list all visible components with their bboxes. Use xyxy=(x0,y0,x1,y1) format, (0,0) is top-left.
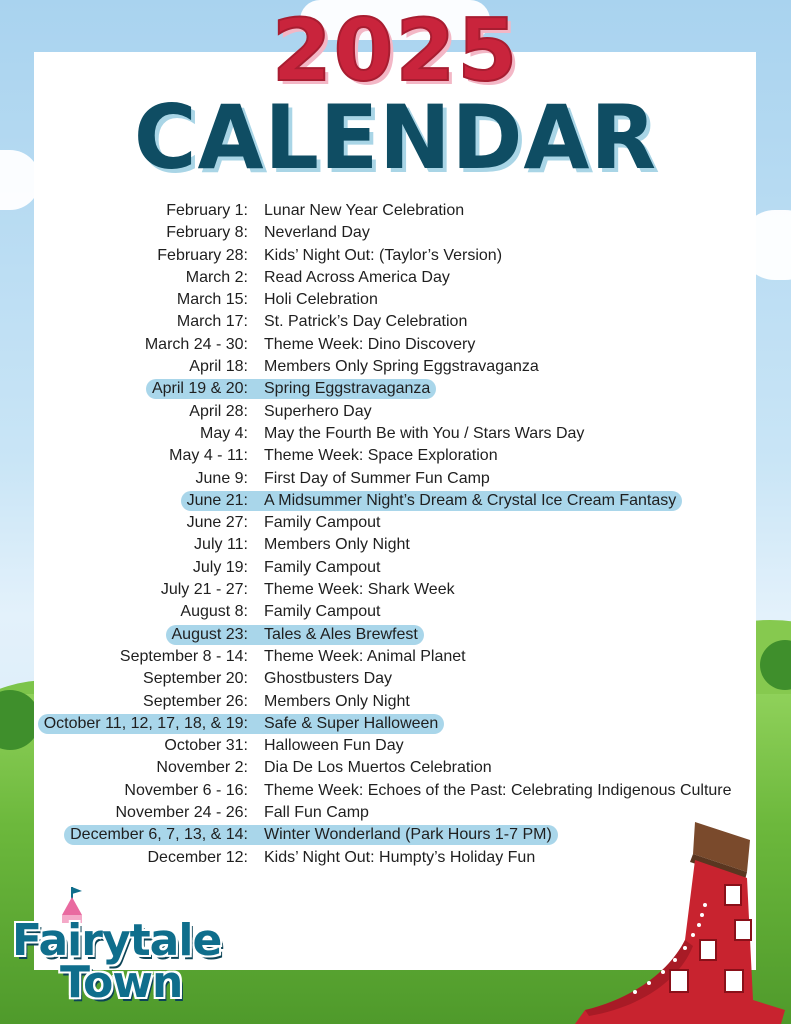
event-description: Superhero Day xyxy=(264,402,372,420)
event-description: Lunar New Year Celebration xyxy=(264,202,465,219)
event-description: Theme Week: Shark Week xyxy=(264,581,455,599)
event-description: Ghostbusters Day xyxy=(264,670,393,688)
event-description: May the Fourth Be with You / Stars Wars Day xyxy=(264,424,585,442)
event-description: Dia De Los Muertos Celebration xyxy=(264,759,492,777)
event-date: March 17: xyxy=(176,313,248,331)
event-description: Theme Week: Echoes of the Past: Celebrating Indigenous Culture xyxy=(264,781,732,799)
event-description: Tales & Ales Brewfest xyxy=(264,625,418,643)
event-description: A Midsummer Night’s Dream & Crystal Ice Cream Fantasy xyxy=(264,491,677,509)
event-description: Winter Wonderland (Park Hours 1-7 PM) xyxy=(264,826,552,844)
event-row xyxy=(0,557,791,579)
event-row xyxy=(0,735,791,757)
logo-text-line1: Fairytale xyxy=(12,915,222,966)
event-description: Members Only Night xyxy=(264,536,410,554)
event-row xyxy=(0,713,791,735)
event-row xyxy=(0,267,791,289)
event-description: Theme Week: Dino Discovery xyxy=(264,335,476,353)
event-date: May 4 - 11: xyxy=(169,447,248,465)
event-date: August 8: xyxy=(180,603,248,621)
event-row xyxy=(0,245,791,267)
event-row xyxy=(0,222,791,244)
title-year: 2025 xyxy=(271,1,520,101)
event-date: March 24 - 30: xyxy=(144,335,248,353)
event-description: Family Campout xyxy=(264,603,381,621)
logo-text-line2: Town xyxy=(60,957,183,1008)
event-date: February 1: xyxy=(166,202,248,219)
event-row xyxy=(0,445,791,467)
event-description: Halloween Fun Day xyxy=(264,737,404,755)
event-description: Read Across America Day xyxy=(264,268,450,286)
event-row xyxy=(0,423,791,445)
event-row xyxy=(0,646,791,668)
event-date: December 12: xyxy=(147,848,248,866)
event-description: Safe & Super Halloween xyxy=(264,714,439,732)
event-description: Fall Fun Camp xyxy=(264,804,369,822)
event-date: March 2: xyxy=(185,268,248,286)
event-row xyxy=(0,780,791,802)
title-heading: CALENDAR xyxy=(133,86,658,189)
event-row xyxy=(0,624,791,646)
event-description: Holi Celebration xyxy=(264,291,378,309)
event-row xyxy=(0,356,791,378)
event-row xyxy=(0,534,791,556)
event-description: Kids’ Night Out: (Taylor’s Version) xyxy=(264,246,503,264)
event-row xyxy=(0,334,791,356)
event-date: June 9: xyxy=(195,469,248,487)
event-date: November 6 - 16: xyxy=(124,781,248,799)
event-description: Spring Eggstravaganza xyxy=(264,380,431,398)
event-date: August 23: xyxy=(171,625,248,643)
event-row xyxy=(0,378,791,400)
event-date: December 6, 7, 13, & 14: xyxy=(70,826,248,844)
event-date: April 19 & 20: xyxy=(151,380,248,398)
event-date: February 8: xyxy=(166,224,248,242)
event-row xyxy=(0,401,791,423)
event-date: September 26: xyxy=(143,692,248,710)
event-date: June 21: xyxy=(186,491,248,509)
event-description: Theme Week: Space Exploration xyxy=(264,447,498,465)
event-list xyxy=(0,200,791,869)
event-row xyxy=(0,601,791,623)
event-row xyxy=(0,512,791,534)
event-row xyxy=(0,311,791,333)
event-date: March 15: xyxy=(176,291,248,309)
event-date: November 24 - 26: xyxy=(115,804,248,822)
event-description: Members Only Spring Eggstravaganza xyxy=(264,358,539,376)
event-description: First Day of Summer Fun Camp xyxy=(264,469,490,487)
event-date: July 11: xyxy=(194,536,248,554)
event-description: Family Campout xyxy=(264,558,381,576)
event-date: May 4: xyxy=(199,424,248,442)
fairytale-town-logo xyxy=(8,885,228,1010)
event-row xyxy=(0,579,791,601)
event-description: Members Only Night xyxy=(264,692,410,710)
event-date: September 8 - 14: xyxy=(119,647,248,665)
event-date: July 21 - 27: xyxy=(160,581,248,599)
event-row xyxy=(0,691,791,713)
event-date: April 28: xyxy=(189,402,248,420)
shoe-house-icon xyxy=(575,810,791,1024)
event-date: September 20: xyxy=(143,670,248,688)
event-row xyxy=(0,468,791,490)
event-row xyxy=(0,757,791,779)
event-row xyxy=(0,668,791,690)
event-description: Kids’ Night Out: Humpty’s Holiday Fun xyxy=(264,848,536,866)
event-date: October 31: xyxy=(164,737,248,755)
event-description: Theme Week: Animal Planet xyxy=(264,647,466,665)
event-description: St. Patrick’s Day Celebration xyxy=(264,313,468,331)
event-date: April 18: xyxy=(189,358,248,376)
event-row xyxy=(0,200,791,222)
event-date: November 2: xyxy=(156,759,248,777)
event-description: Neverland Day xyxy=(264,224,370,242)
event-date: July 19: xyxy=(192,558,248,576)
event-row xyxy=(0,289,791,311)
event-date: June 27: xyxy=(186,514,248,532)
event-date: October 11, 12, 17, 18, & 19: xyxy=(43,714,248,732)
event-row xyxy=(0,490,791,512)
event-description: Family Campout xyxy=(264,514,381,532)
event-date: February 28: xyxy=(157,246,248,264)
